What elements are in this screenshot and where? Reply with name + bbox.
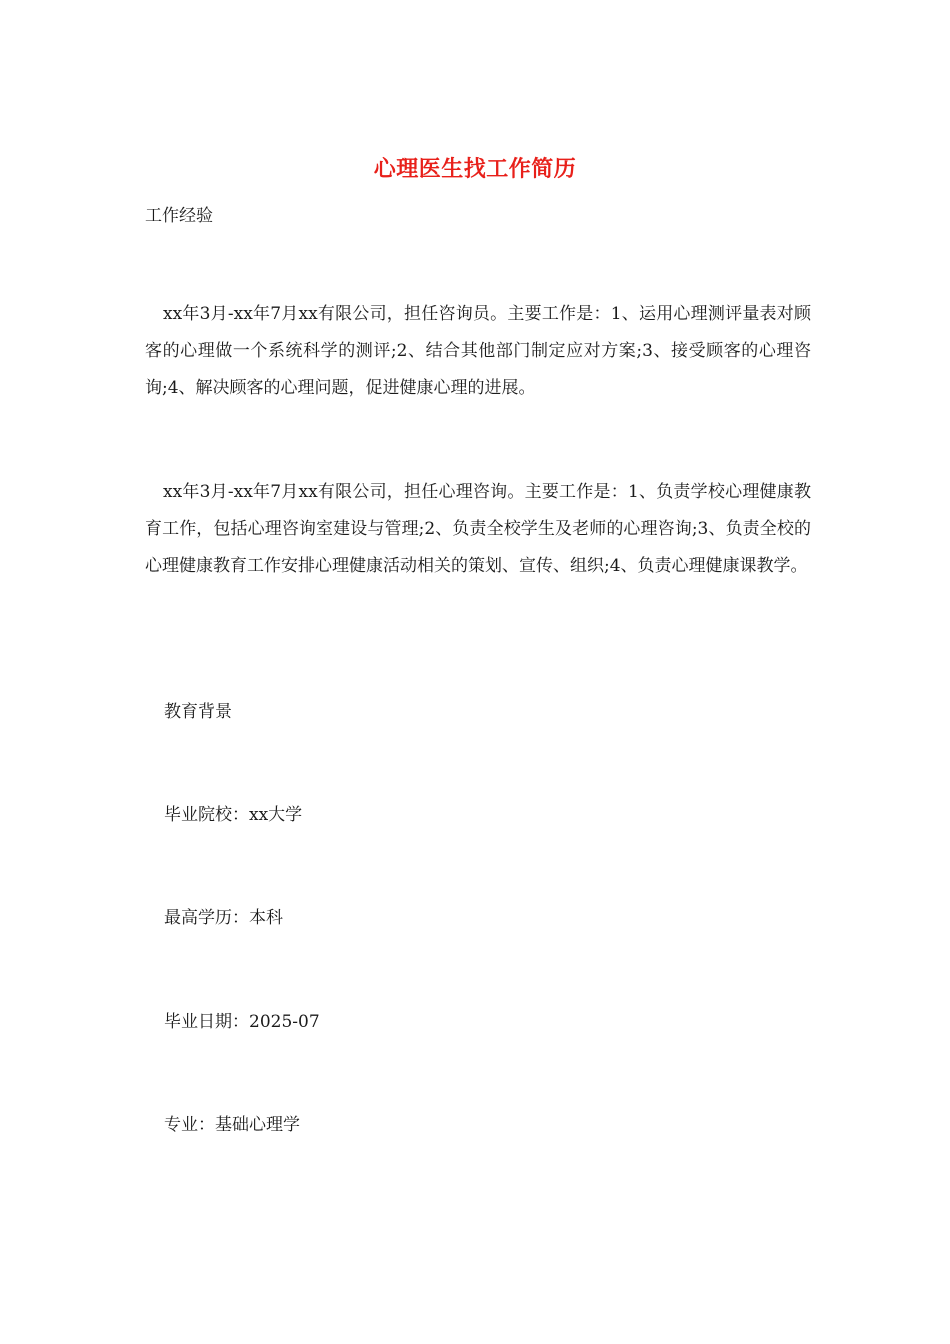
education-degree: 最高学历：本科 xyxy=(164,908,283,928)
experience-paragraph-1: xx年3月-xx年7月xx有限公司，担任咨询员。主要工作是：1、运用心理测评量表对顾客的心理做一个系统科学的测评;2、结合其他部门制定应对方案;3、接受顾客的心理咨询;4、解决顾客的心理问题，促进健康心理的进展。 xyxy=(145,304,811,398)
work-experience-heading: 工作经验 xyxy=(145,206,213,226)
document-title: 心理医生找工作简历 xyxy=(373,156,577,182)
education-major: 专业：基础心理学 xyxy=(164,1115,300,1135)
education-heading: 教育背景 xyxy=(164,702,232,722)
education-graduation-date: 毕业日期：2025-07 xyxy=(164,1012,320,1032)
education-school: 毕业院校：xx大学 xyxy=(164,805,303,825)
experience-paragraph-2: xx年3月-xx年7月xx有限公司，担任心理咨询。主要工作是：1、负责学校心理健康教育工作，包括心理咨询室建设与管理;2、负责全校学生及老师的心理咨询;3、负责全校的心理健康教育工作安排心理健康活动相关的策划、宣传、组织;4、负责心理健康课教学。 xyxy=(145,482,811,576)
